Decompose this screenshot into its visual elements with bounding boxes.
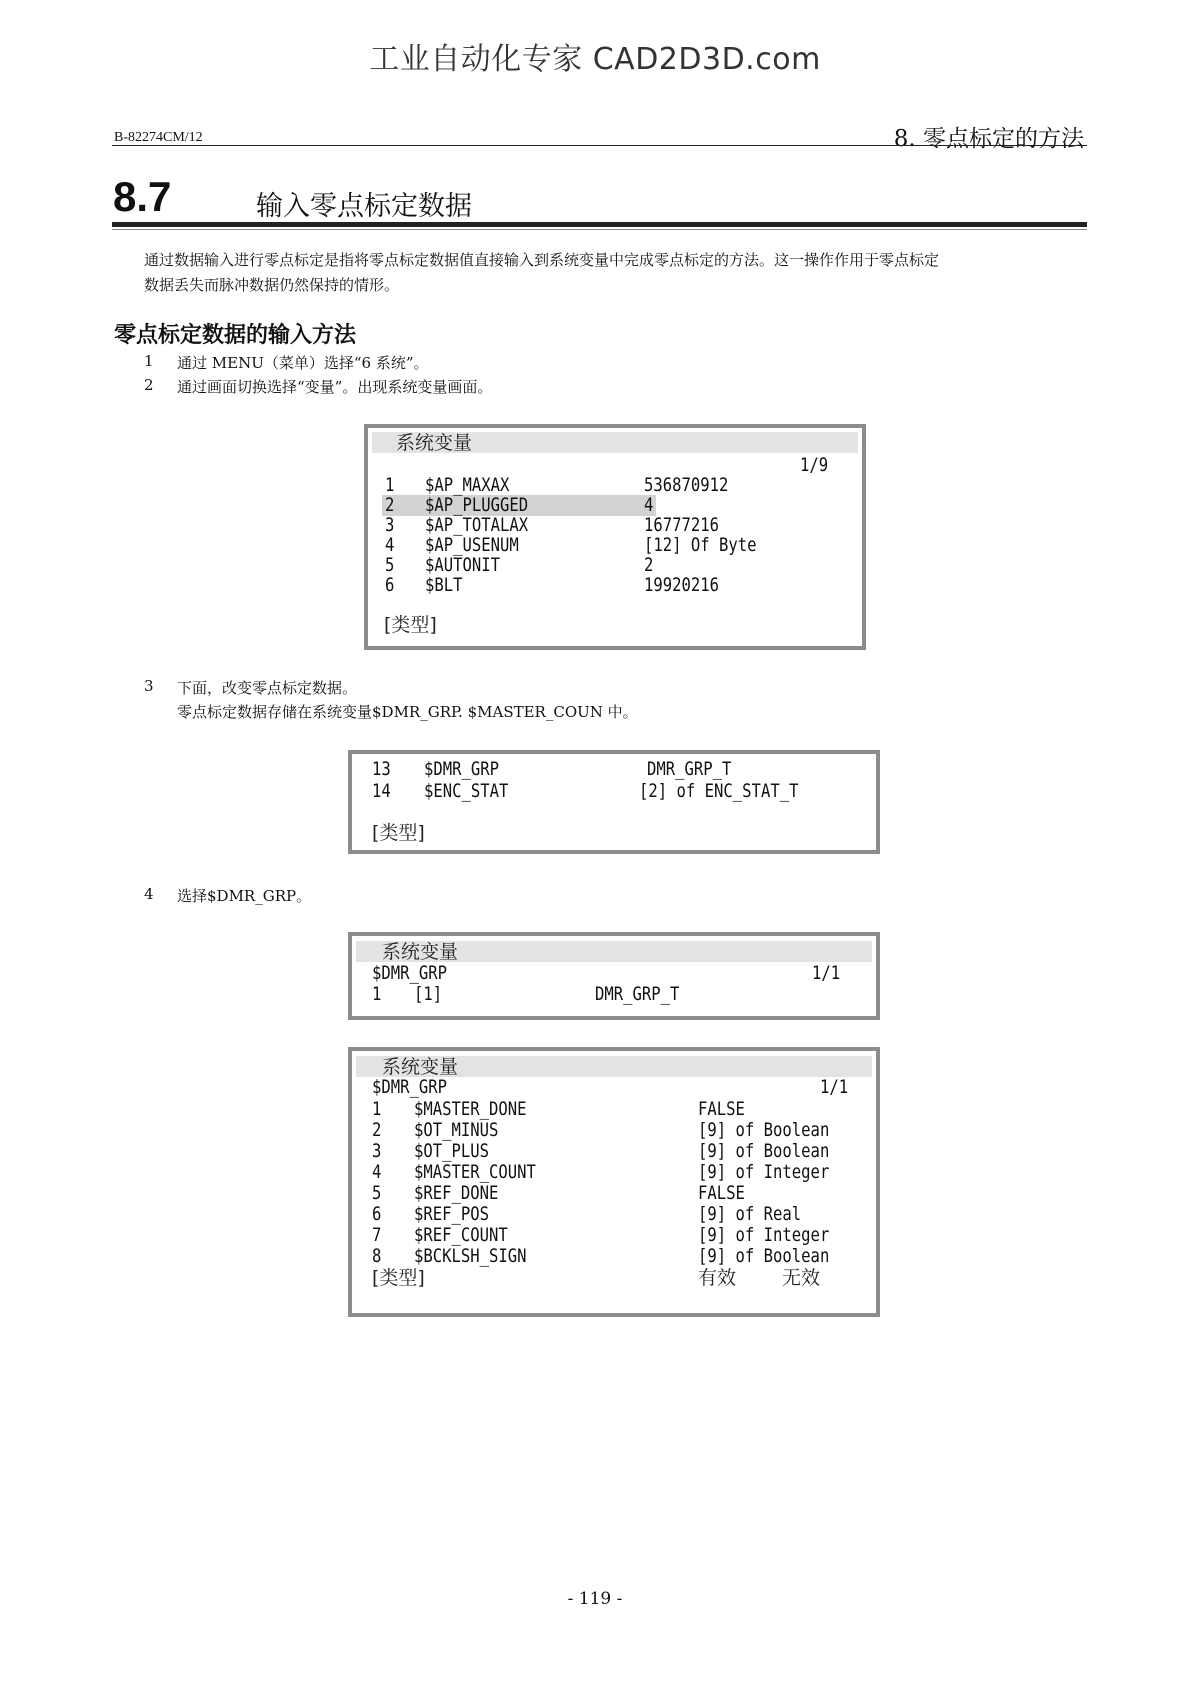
variable-value: [9] of Integer [698, 1224, 830, 1246]
type-function-key[interactable]: [类型] [384, 614, 437, 636]
variable-name[interactable]: $AUTONIT [425, 554, 501, 576]
row-index: 1 [372, 1098, 382, 1120]
variable-path: $DMR_GRP [372, 962, 448, 984]
variable-name[interactable]: $REF_COUNT [414, 1224, 508, 1246]
screen-title: 系统变量 [382, 941, 459, 963]
variable-value: FALSE [698, 1182, 745, 1204]
subheading: 零点标定数据的输入方法 [114, 322, 357, 348]
variable-path: $DMR_GRP [372, 1076, 448, 1098]
intro-line-1: 通过数据输入进行零点标定是指将零点标定数据值直接输入到系统变量中完成零点标定的方法。这一操作作用于零点标定 [144, 251, 940, 269]
screen-title: 系统变量 [382, 1056, 459, 1078]
system-variables-screen [364, 424, 866, 650]
variable-name[interactable]: $AP_TOTALAX [425, 514, 529, 536]
variable-value: 536870912 [644, 474, 729, 496]
variable-value: [12] Of Byte [644, 534, 757, 556]
variable-name[interactable]: [1] [414, 983, 443, 1005]
step-3-text-2: 零点标定数据存储在系统变量$DMR_GRP. $MASTER_COUN 中。 [177, 703, 638, 721]
variable-name[interactable]: $ENC_STAT [424, 780, 509, 802]
step-2-number: 2 [144, 376, 154, 394]
variable-name[interactable]: $AP_MAXAX [425, 474, 510, 496]
watermark: 工业自动化专家 CAD2D3D.com [369, 42, 821, 77]
variable-value: 19920216 [644, 574, 720, 596]
page-indicator: 1/1 [820, 1076, 849, 1098]
variable-value: [9] of Boolean [698, 1140, 830, 1162]
variable-name[interactable]: $MASTER_DONE [414, 1098, 527, 1120]
row-index: 4 [385, 534, 395, 556]
intro-paragraph [144, 248, 1084, 298]
variable-name[interactable]: $AP_USENUM [425, 534, 519, 556]
variable-name[interactable]: $DMR_GRP [424, 758, 500, 780]
intro-line-2: 数据丢失而脉冲数据仍然保持的情形。 [144, 276, 400, 294]
section-rule [112, 222, 1087, 227]
variable-name[interactable]: $AP_PLUGGED [425, 494, 529, 516]
step-4-number: 4 [144, 885, 154, 903]
variable-value: [9] of Boolean [698, 1245, 830, 1267]
row-index: 5 [385, 554, 395, 576]
variable-name[interactable]: $REF_POS [414, 1203, 490, 1225]
chapter-title: 8. 零点标定的方法 [893, 126, 1084, 152]
enable-function-key[interactable]: 有效 [698, 1267, 737, 1289]
dmr-grp-detail-screen [348, 1047, 880, 1317]
row-index: 6 [372, 1203, 382, 1225]
variable-name[interactable]: $BLT [425, 574, 463, 596]
section-title: 输入零点标定数据 [256, 191, 472, 222]
variable-value: [2] of ENC_STAT_T [639, 780, 799, 802]
step-3-text: 下面，改变零点标定数据。 [177, 679, 358, 697]
variable-value: 16777216 [644, 514, 720, 536]
row-index: 3 [372, 1140, 382, 1162]
variable-value: [9] of Boolean [698, 1119, 830, 1141]
type-function-key[interactable]: [类型] [372, 822, 425, 844]
row-index: 8 [372, 1245, 382, 1267]
variable-value: 2 [644, 554, 654, 576]
row-index: 14 [372, 780, 391, 802]
system-variables-screen-2 [348, 750, 880, 854]
section-number: 8.7 [113, 173, 172, 220]
row-index: 6 [385, 574, 395, 596]
variable-value: 4 [644, 494, 654, 516]
variable-name[interactable]: $OT_MINUS [414, 1119, 499, 1141]
doc-code: B-82274CM/12 [114, 130, 203, 145]
step-2-text: 通过画面切换选择“变量”。出现系统变量画面。 [177, 378, 493, 396]
variable-name[interactable]: $BCKLSH_SIGN [414, 1245, 527, 1267]
screen-title: 系统变量 [396, 432, 473, 454]
type-function-key[interactable]: [类型] [372, 1267, 425, 1289]
disable-function-key[interactable]: 无效 [782, 1267, 821, 1289]
row-index: 7 [372, 1224, 382, 1246]
row-index: 2 [385, 494, 395, 516]
step-1-number: 1 [144, 352, 154, 370]
variable-value: FALSE [698, 1098, 745, 1120]
step-4-text: 选择$DMR_GRP。 [177, 887, 312, 905]
variable-name[interactable]: $REF_DONE [414, 1182, 499, 1204]
step-3-number: 3 [144, 677, 154, 695]
variable-value: DMR_GRP_T [595, 983, 680, 1005]
row-index: 1 [385, 474, 395, 496]
dmr-grp-screen [348, 932, 880, 1020]
variable-name[interactable]: $OT_PLUS [414, 1140, 490, 1162]
variable-name[interactable]: $MASTER_COUNT [414, 1161, 536, 1183]
section-rule-thin [112, 229, 1087, 230]
step-1-text: 通过 MENU（菜单）选择“6 系统”。 [177, 354, 429, 372]
page-number: - 119 - [567, 1589, 623, 1609]
variable-value: DMR_GRP_T [647, 758, 732, 780]
row-index: 13 [372, 758, 391, 780]
variable-value: [9] of Integer [698, 1161, 830, 1183]
row-index: 4 [372, 1161, 382, 1183]
page-indicator: 1/9 [800, 454, 829, 476]
header-rule [112, 145, 1087, 146]
row-index: 3 [385, 514, 395, 536]
row-index: 2 [372, 1119, 382, 1141]
row-index: 1 [372, 983, 382, 1005]
row-index: 5 [372, 1182, 382, 1204]
page-indicator: 1/1 [812, 962, 841, 984]
variable-value: [9] of Real [698, 1203, 802, 1225]
